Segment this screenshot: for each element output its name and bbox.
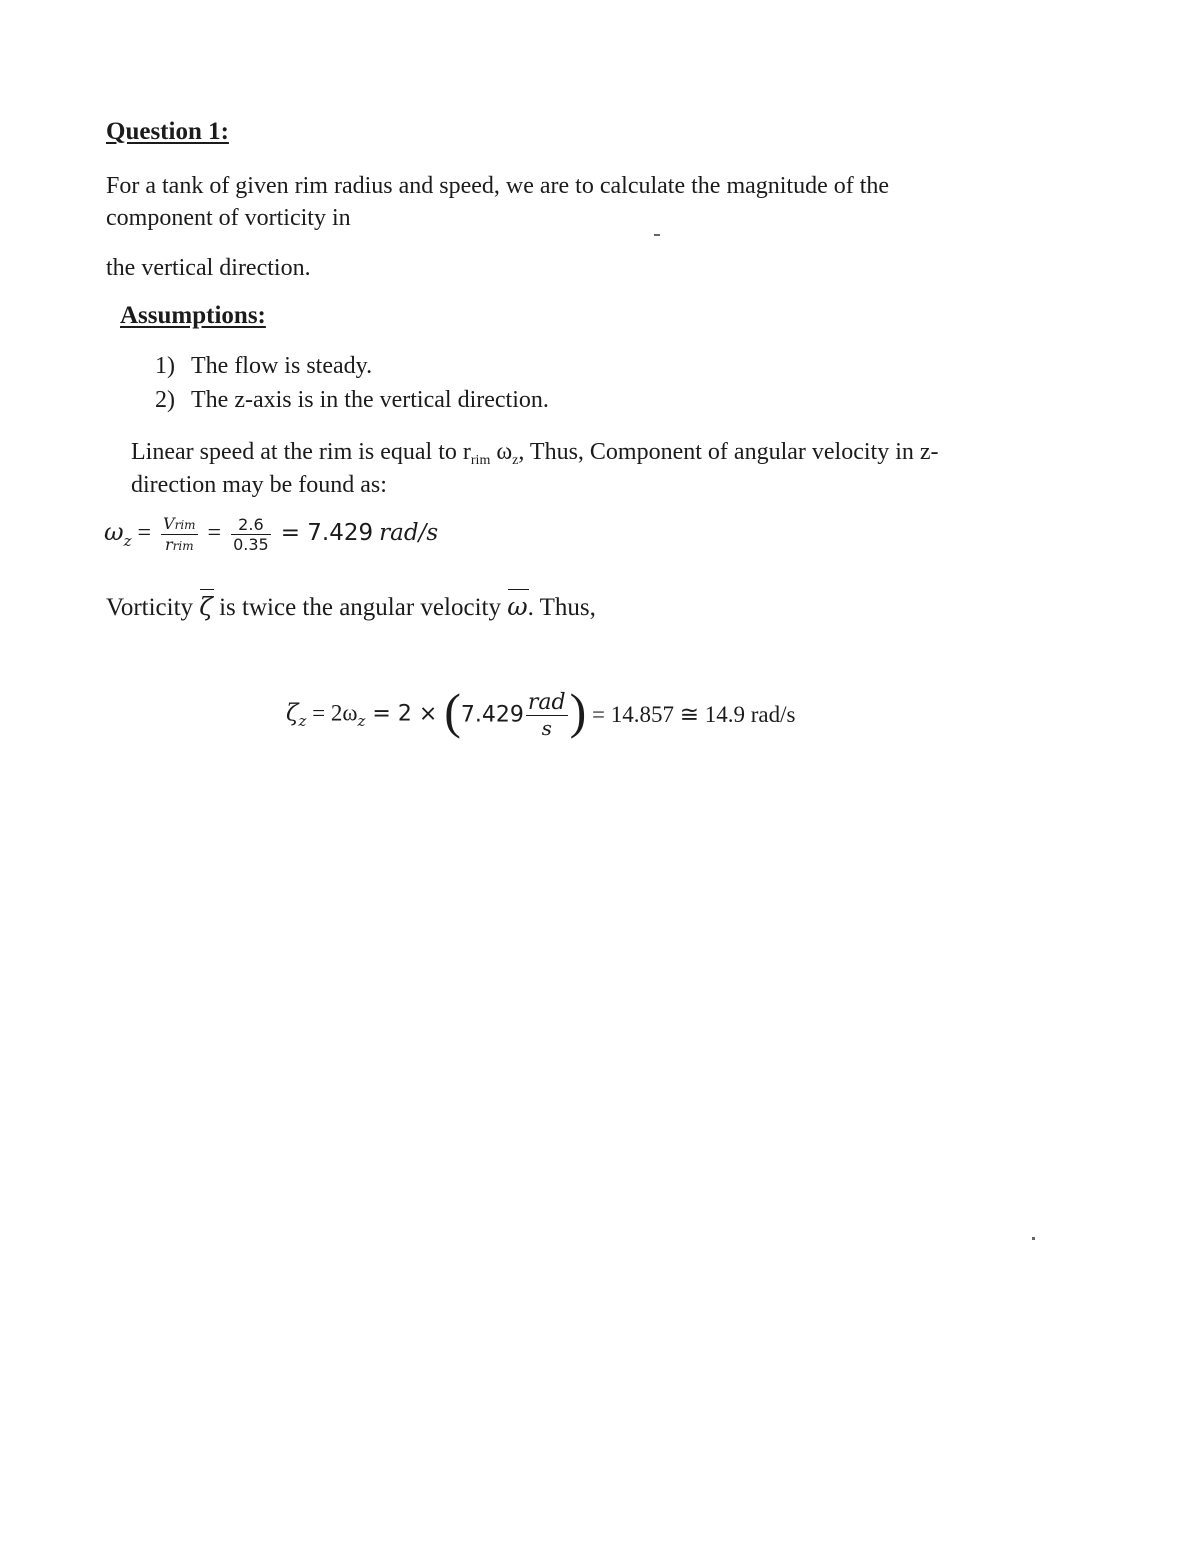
- eq1-numeric-fraction: [231, 515, 271, 554]
- assumption-item: [155, 387, 549, 414]
- eq2-value: 7.429: [460, 702, 524, 728]
- eq1-lhs: ω: [104, 518, 124, 547]
- eq2-zeta: ζ: [286, 700, 299, 727]
- intro-line-2: component of vorticity in: [106, 205, 351, 231]
- assumption-number: 2): [155, 387, 175, 413]
- eq2-unit-fraction: [526, 690, 568, 740]
- assumption-text: The flow is steady.: [191, 353, 373, 379]
- assumptions-title: Assumptions:: [120, 302, 266, 329]
- eq2-omega-sub: z: [357, 712, 366, 731]
- eq2-zeta-sub: z: [298, 712, 307, 731]
- scan-speck: [654, 234, 660, 236]
- eq1-num-val: 2.6: [238, 515, 264, 534]
- intro-line-1: For a tank of given rim radius and speed, we are to calculate the magnitude of the: [106, 173, 890, 199]
- vorticity-equation: [286, 683, 796, 760]
- eq2-result: = 14.857 ≅ 14.9 rad/s: [586, 702, 796, 727]
- assumption-text: The z-axis is in the vertical direction.: [191, 387, 549, 413]
- vort-text-b: is twice the angular velocity: [219, 594, 501, 621]
- right-paren: ): [569, 683, 587, 739]
- eq1-symbolic-fraction: [161, 514, 198, 555]
- eq2-times: = 2 ×: [365, 701, 445, 727]
- linear-sub-z: z: [512, 453, 519, 468]
- eq1-result: = 7.429: [280, 520, 374, 547]
- eq1-den-val: 0.35: [233, 535, 269, 554]
- assumption-number: 1): [155, 353, 175, 379]
- linear-sub-rim: rim: [470, 453, 491, 468]
- angular-velocity-equation: [104, 514, 438, 574]
- eq1-den-sym: r: [164, 535, 173, 554]
- scan-speck: [1032, 1237, 1035, 1240]
- linear-omega: ω: [490, 439, 513, 465]
- linear-text-b: , Thus, Component of angular velocity in z-: [518, 439, 939, 465]
- omega-vector: ω: [507, 592, 528, 621]
- eq1-unit: rad/s: [379, 520, 439, 547]
- eq1-num-sub: rim: [174, 518, 196, 532]
- assumption-item: [155, 353, 372, 380]
- eq1-equals-2: =: [207, 520, 222, 547]
- eq1-lhs-sub: z: [123, 532, 132, 551]
- vort-text-a: Vorticity: [106, 594, 194, 621]
- eq1-num-sym: V: [163, 514, 175, 533]
- eq2-unit-den: s: [526, 715, 568, 740]
- eq1-den-sub: rim: [172, 539, 194, 553]
- linear-text-a: Linear speed at the rim is equal to r: [131, 439, 471, 465]
- eq2-mid: = 2ω: [306, 700, 358, 726]
- vorticity-line: [106, 592, 596, 622]
- left-paren: (: [444, 683, 461, 739]
- vort-text-c: . Thus,: [527, 594, 596, 621]
- page-title: Question 1:: [106, 118, 229, 145]
- eq1-equals: =: [137, 520, 152, 547]
- intro-line-3: the vertical direction.: [106, 255, 311, 281]
- eq2-unit-num: rad: [527, 690, 566, 715]
- linear-speed-line-1: [131, 436, 939, 472]
- zeta-vector: ζ: [199, 592, 213, 621]
- linear-speed-line-2: direction may be found as:: [131, 472, 387, 498]
